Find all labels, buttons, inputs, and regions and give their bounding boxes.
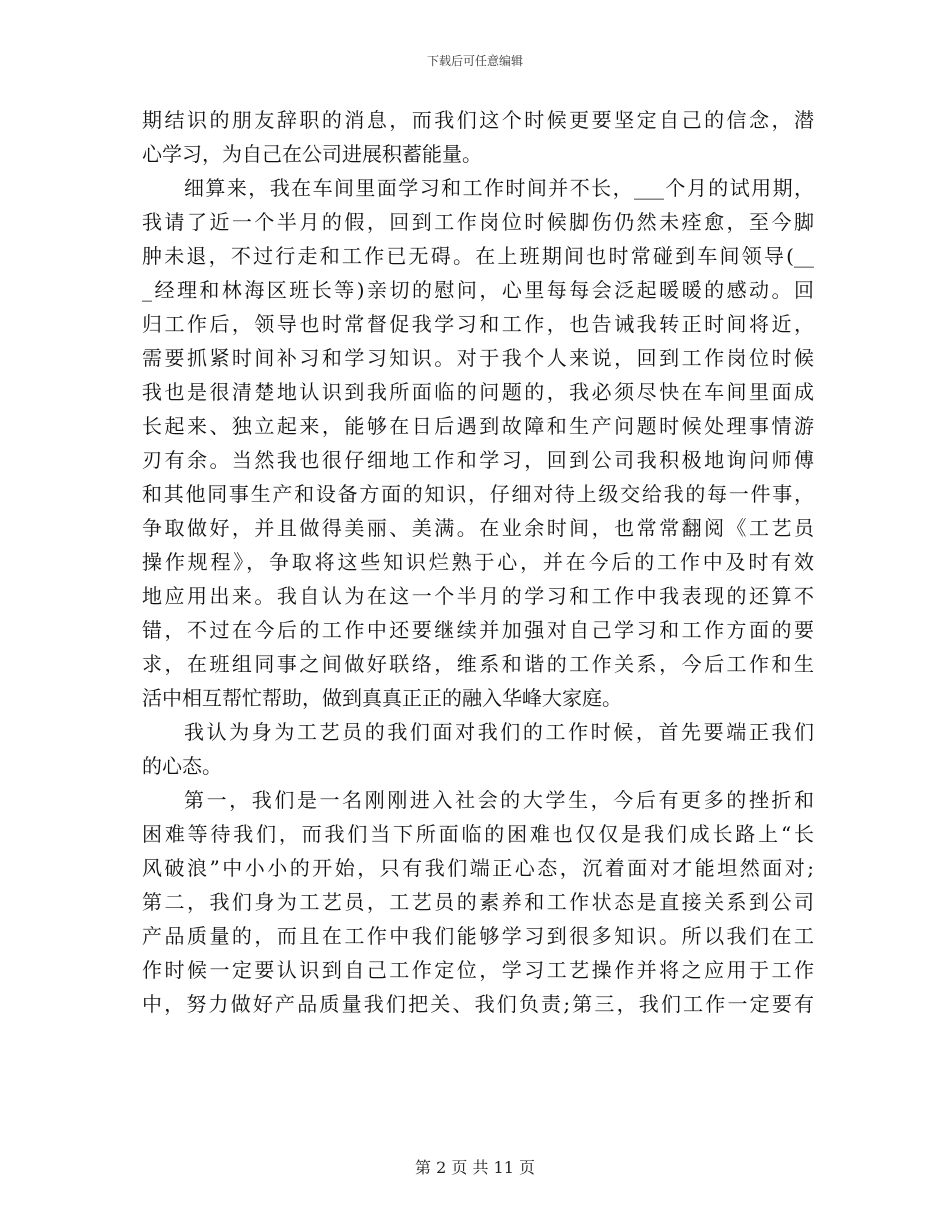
paragraph <box>142 103 814 171</box>
text-line: 困难等待我们，而我们当下所面临的困难也仅仅是我们成长路上“长 <box>142 822 814 846</box>
paragraph <box>142 171 814 715</box>
text-line: 长起来、独立起来，能够在日后遇到故障和生产问题时候处理事情游 <box>142 414 814 438</box>
text-line: 细算来，我在车间里面学习和工作时间并不长，___个月的试用期， <box>184 176 814 200</box>
text-line: 期结识的朋友辞职的消息，而我们这个时候更要坚定自己的信念，潜 <box>142 108 814 132</box>
text-line: 我也是很清楚地认识到我所面临的问题的，我必须尽快在车间里面成 <box>142 380 814 404</box>
text-line: 和其他同事生产和设备方面的知识，仔细对待上级交给我的每一件事， <box>142 482 814 506</box>
text-line: 归工作后，领导也时常督促我学习和工作，也告诫我转正时间将近， <box>142 312 814 336</box>
text-line: 求，在班组同事之间做好联络，维系和谐的工作关系，今后工作和生 <box>142 652 814 676</box>
text-line: 肿未退，不过行走和工作已无碍。在上班期间也时常碰到车间领导(__ <box>142 244 814 268</box>
page-footer: 第 2 页 共 11 页 <box>415 1158 535 1177</box>
text-line: 风破浪”中小小的开始，只有我们端正心态，沉着面对才能坦然面对; <box>142 856 814 880</box>
text-line: 需要抓紧时间补习和学习知识。对于我个人来说，回到工作岗位时候 <box>142 346 814 370</box>
text-line: 地应用出来。我自认为在这一个半月的学习和工作中我表现的还算不 <box>142 584 814 608</box>
text-line: 我请了近一个半月的假，回到工作岗位时候脚伤仍然未痊愈，至今脚 <box>142 210 814 234</box>
text-line: 中，努力做好产品质量我们把关、我们负责;第三，我们工作一定要有 <box>142 992 814 1016</box>
text-line: 作时候一定要认识到自己工作定位，学习工艺操作并将之应用于工作 <box>142 958 814 982</box>
text-line: 第二，我们身为工艺员，工艺员的素养和工作状态是直接关系到公司 <box>142 890 814 914</box>
paragraph <box>142 715 814 783</box>
text-line: 错，不过在今后的工作中还要继续并加强对自己学习和工作方面的要 <box>142 618 814 642</box>
text-line: 心学习，为自己在公司进展积蓄能量。 <box>142 142 482 166</box>
paragraph <box>142 783 814 1021</box>
text-line: 争取做好，并且做得美丽、美满。在业余时间，也常常翻阅《工艺员 <box>142 516 814 540</box>
text-line: _经理和林海区班长等)亲切的慰问，心里每每会泛起暖暖的感动。回 <box>142 278 814 302</box>
text-line: 操作规程》，争取将这些知识烂熟于心，并在今后的工作中及时有效 <box>142 550 814 574</box>
page-header: 下载后可任意编辑 <box>426 54 523 68</box>
text-line: 我认为身为工艺员的我们面对我们的工作时候，首先要端正我们 <box>184 720 814 744</box>
text-line: 的心态。 <box>142 754 222 778</box>
text-line: 活中相互帮忙帮助，做到真真正正的融入华峰大家庭。 <box>142 686 622 710</box>
text-line: 产品质量的，而且在工作中我们能够学习到很多知识。所以我们在工 <box>142 924 814 948</box>
text-line: 第一，我们是一名刚刚进入社会的大学生，今后有更多的挫折和 <box>184 788 814 812</box>
document-body <box>142 103 814 1021</box>
text-line: 刃有余。当然我也很仔细地工作和学习，回到公司我积极地询问师傅 <box>142 448 814 472</box>
